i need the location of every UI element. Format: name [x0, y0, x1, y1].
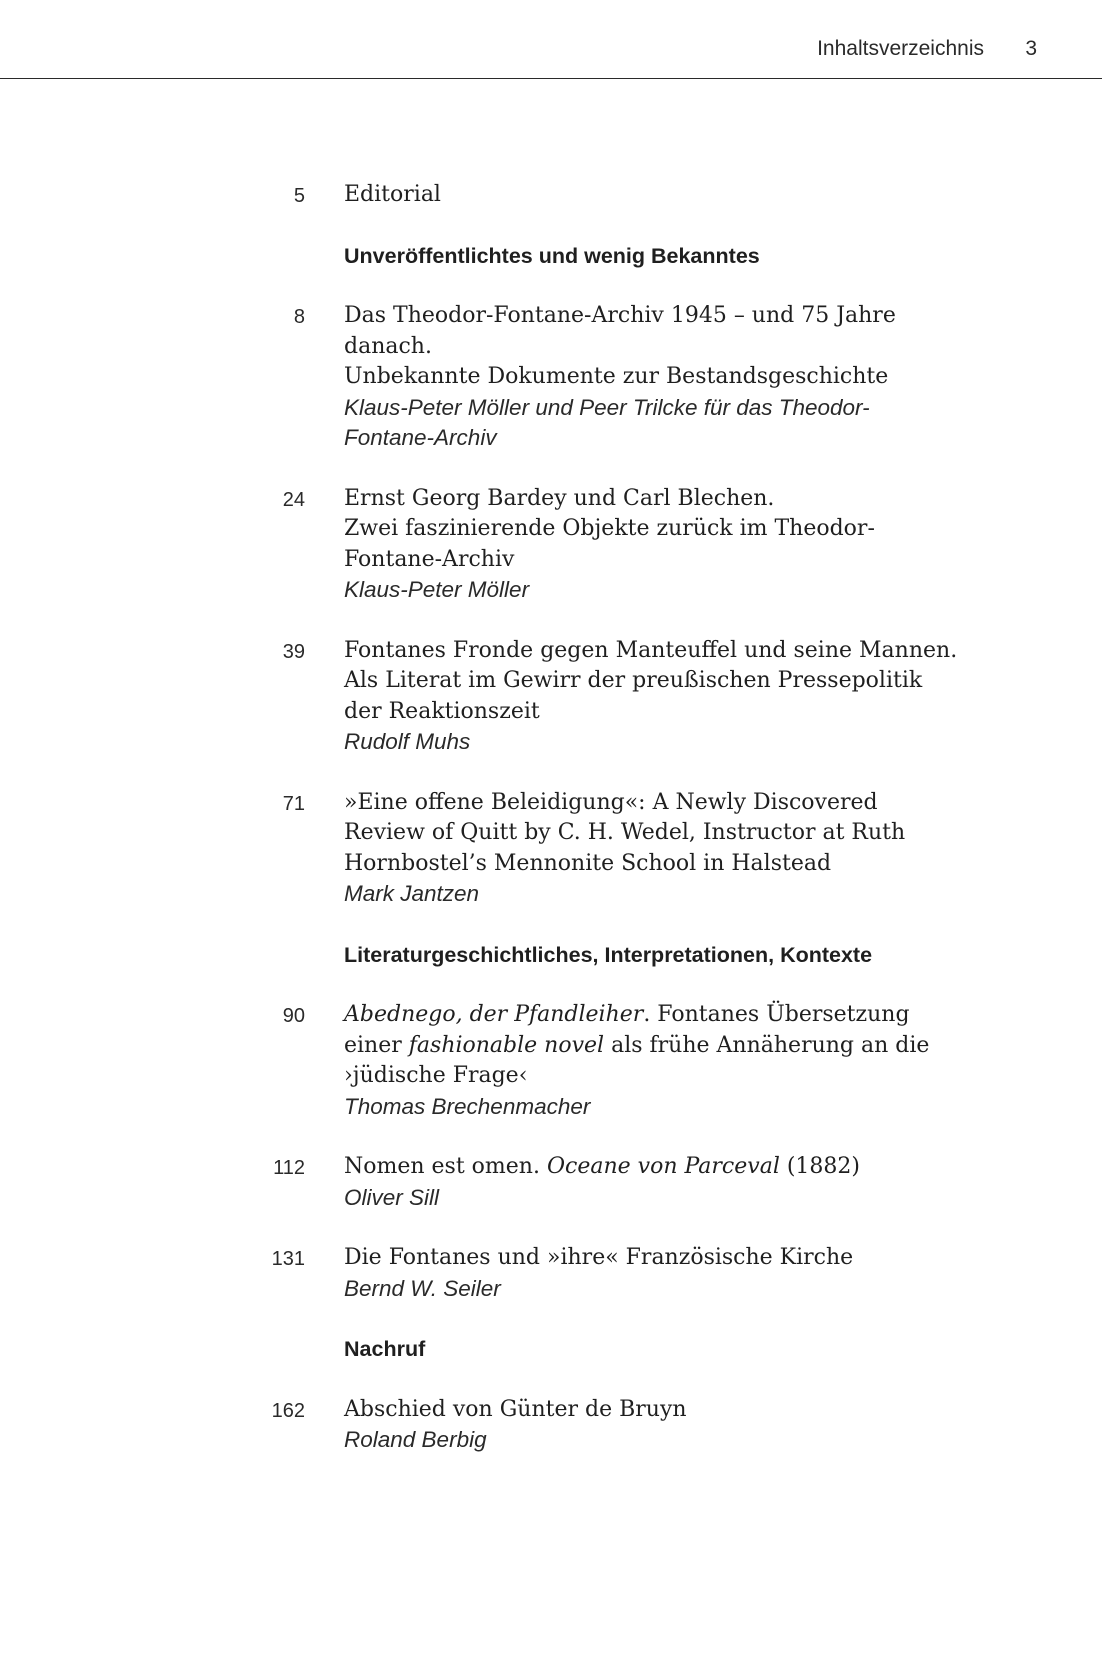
toc-entry-subtitle: Zwei faszinierende Objekte zurück im Theodor- — [344, 516, 875, 541]
running-head-title: Inhaltsverzeichnis — [817, 37, 984, 60]
toc-entry-title: Das Theodor-Fontane-Archiv 1945 – und 75 Jahre — [344, 303, 896, 328]
toc-entry-body — [344, 1395, 1004, 1456]
toc-entry-title: Fontanes Fronde gegen Manteuffel und seine Mannen. — [344, 637, 958, 663]
running-head — [0, 0, 1102, 79]
toc-entry-author: Mark Jantzen — [344, 881, 480, 906]
toc-entry-title: »Eine offene Beleidigung«: A Newly Discovered — [344, 789, 878, 815]
toc-entry-body — [344, 180, 1004, 211]
toc-entry-body — [344, 788, 1004, 910]
toc-entry-title-line — [344, 1152, 1004, 1183]
toc-entry — [0, 1000, 1102, 1122]
toc-entry-title: Die Fontanes und »ihre« Französische Kirche — [344, 1245, 854, 1270]
toc-entry — [0, 180, 1102, 211]
toc-entry — [0, 788, 1102, 910]
toc-entry-body — [344, 484, 1004, 606]
toc-title-text: als frühe Annäherung an die — [604, 1032, 930, 1058]
toc-entry — [0, 301, 1102, 454]
toc-entry-body — [344, 1243, 1004, 1304]
toc-title-text: . Fontanes Übersetzung — [643, 1002, 910, 1027]
toc-page-number: 5 — [293, 185, 305, 207]
toc-page-number: 8 — [293, 306, 305, 328]
toc-section-heading: Nachruf — [344, 1337, 426, 1361]
toc-section-heading: Unveröffentlichtes und wenig Bekanntes — [344, 243, 760, 268]
toc-entry-author: Klaus-Peter Möller und Peer Trilcke für das Theodor- — [344, 394, 870, 420]
toc-entry-subtitle: der Reaktionszeit — [344, 698, 540, 724]
toc-title-italic: Abednego, der Pfandleiher — [344, 1002, 644, 1027]
toc-page-number: 24 — [282, 488, 305, 511]
toc-entry-title: Review of Quitt by C. H. Wedel, Instructor at Ruth — [344, 820, 906, 845]
toc-title-italic: fashionable novel — [408, 1032, 605, 1058]
toc-title-text: Nomen est omen. — [344, 1154, 547, 1179]
toc-page-number: 162 — [271, 1399, 305, 1422]
toc-page-number: 112 — [273, 1157, 305, 1179]
toc-title-text: einer — [344, 1032, 409, 1058]
toc-entry-author: Roland Berbig — [344, 1427, 487, 1452]
table-of-contents — [0, 180, 1102, 1486]
toc-entry-body — [344, 301, 1004, 454]
toc-page-number: 90 — [282, 1005, 305, 1027]
toc-entry-title: Abschied von Günter de Bruyn — [344, 1396, 687, 1422]
toc-page-number: 71 — [282, 792, 305, 815]
toc-entry-author: Rudolf Muhs — [344, 729, 471, 754]
toc-entry-author: Bernd W. Seiler — [344, 1275, 501, 1301]
toc-entry-title-line — [344, 1031, 1004, 1062]
toc-entry-subtitle: Fontane-Archiv — [344, 546, 515, 572]
toc-entry-author: Thomas Brechenmacher — [344, 1093, 591, 1119]
toc-entry-title-line — [344, 1000, 1004, 1031]
toc-entry-author: Fontane-Archiv — [344, 425, 497, 450]
toc-page-number: 131 — [271, 1248, 305, 1270]
toc-entry-title: Hornbostel’s Mennonite School in Halstead — [344, 850, 832, 876]
toc-entry — [0, 1243, 1102, 1304]
toc-entry-author: Oliver Sill — [344, 1184, 440, 1210]
toc-entry-subtitle: Als Literat im Gewirr der preußischen Pressepolitik — [344, 668, 923, 693]
running-head-page-number: 3 — [1025, 37, 1037, 60]
toc-entry — [0, 636, 1102, 758]
toc-entry-title: Ernst Georg Bardey und Carl Blechen. — [344, 485, 775, 511]
toc-entry-body — [344, 636, 1004, 758]
toc-entry-subtitle: Unbekannte Dokumente zur Bestandsgeschichte — [344, 364, 889, 389]
toc-entry — [0, 1152, 1102, 1213]
toc-entry — [0, 1395, 1102, 1456]
toc-title-italic: Oceane von Parceval — [546, 1154, 780, 1179]
toc-entry-body — [344, 1000, 1004, 1122]
toc-title-text: (1882) — [779, 1154, 861, 1179]
toc-section-heading: Literaturgeschichtliches, Interpretationen, Kontexte — [344, 942, 873, 967]
toc-entry-author: Klaus-Peter Möller — [344, 577, 530, 602]
toc-entry-title: Editorial — [344, 182, 441, 207]
toc-entry-body — [344, 1152, 1004, 1213]
toc-page-number: 39 — [282, 640, 305, 663]
toc-entry — [0, 484, 1102, 606]
toc-entry-title-line: ›jüdische Frage‹ — [344, 1063, 528, 1088]
toc-entry-title: danach. — [344, 333, 432, 359]
